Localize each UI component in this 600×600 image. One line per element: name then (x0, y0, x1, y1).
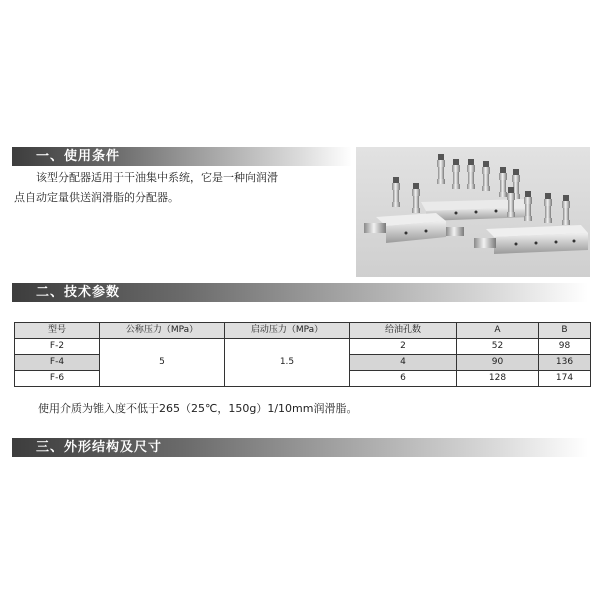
table-row (15, 339, 591, 355)
section-title: 三、外形结构及尺寸 (36, 440, 163, 455)
intro-line: 该型分配器适用于干油集中系统，它是一种向润滑 (36, 171, 278, 184)
cell-a: 90 (457, 355, 539, 371)
cell-model: F-4 (15, 355, 100, 371)
cell-model: F-6 (15, 371, 100, 387)
cell-start-pressure: 1.5 (225, 339, 350, 387)
header-b: B (539, 323, 591, 339)
section-header-usage (12, 147, 352, 166)
cell-holes: 6 (350, 371, 457, 387)
cell-model: F-2 (15, 339, 100, 355)
cell-a: 52 (457, 339, 539, 355)
section-header-dimensions (12, 438, 588, 457)
header-a: A (457, 323, 539, 339)
distributor-front (474, 187, 588, 254)
spec-table (14, 322, 591, 387)
cell-a: 128 (457, 371, 539, 387)
section-title: 二、技术参数 (36, 285, 121, 300)
header-start-pressure: 启动压力（MPa） (225, 323, 350, 339)
distributor-back (421, 154, 531, 221)
header-model: 型号 (15, 323, 100, 339)
table-header-row (15, 323, 591, 339)
cell-b: 98 (539, 339, 591, 355)
header-nominal-pressure: 公称压力（MPa） (100, 323, 225, 339)
cell-b: 174 (539, 371, 591, 387)
product-photo (356, 147, 590, 277)
section-header-specs (12, 283, 588, 302)
medium-note: 使用介质为锥入度不低于265（25℃，150g）1/10mm润滑脂。 (38, 402, 358, 415)
cell-holes: 4 (350, 355, 457, 371)
section-title: 一、使用条件 (36, 149, 121, 164)
cell-holes: 2 (350, 339, 457, 355)
cell-b: 136 (539, 355, 591, 371)
cell-nominal-pressure: 5 (100, 339, 225, 387)
header-outlet-count: 给油孔数 (350, 323, 457, 339)
intro-paragraph (14, 168, 344, 208)
intro-line: 点自动定量供送润滑脂的分配器。 (14, 191, 179, 204)
